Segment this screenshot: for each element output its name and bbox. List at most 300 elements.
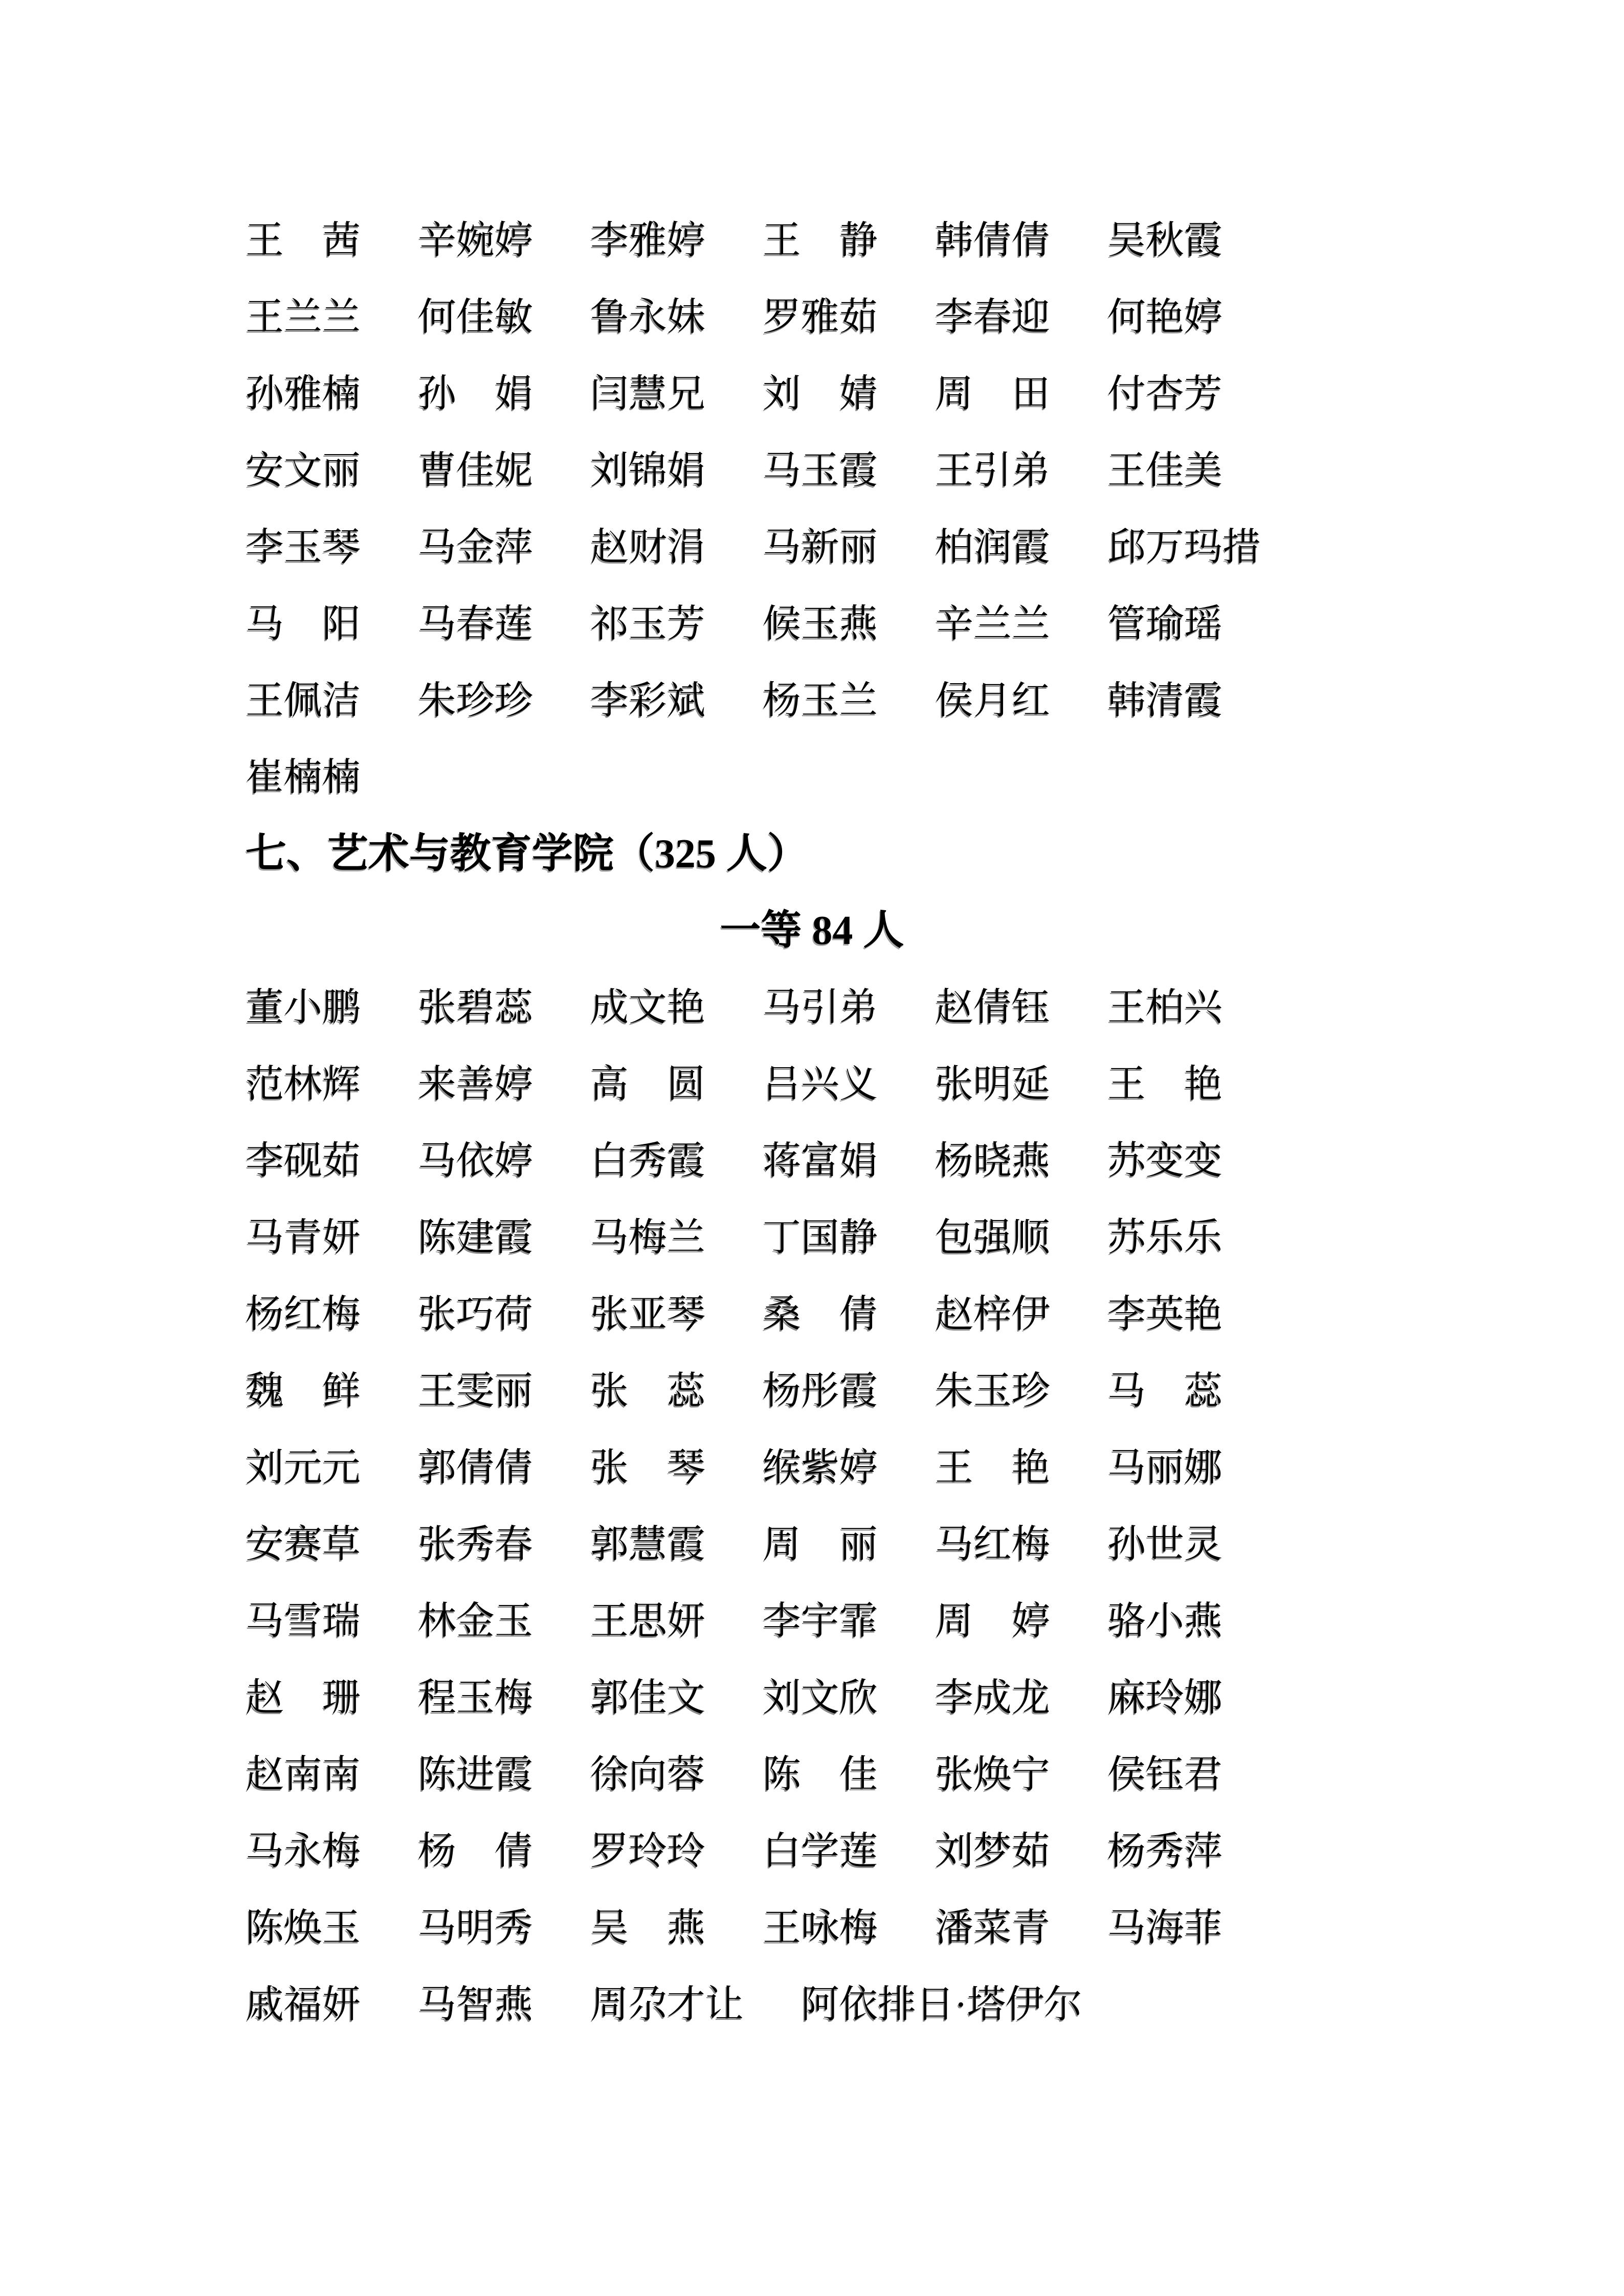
student-name xyxy=(590,449,706,492)
student-name xyxy=(763,602,878,645)
student-name xyxy=(246,296,361,339)
name-character: 玲 xyxy=(667,1830,706,1873)
student-name xyxy=(246,679,361,722)
name-character: 新 xyxy=(801,526,840,569)
name-character: 李 xyxy=(935,296,974,339)
name-character: 紫 xyxy=(801,1446,840,1489)
name-character: 莲 xyxy=(495,602,533,645)
name-character: 辛 xyxy=(935,602,974,645)
name-character: 佳 xyxy=(456,449,495,492)
name-character: 杨 xyxy=(418,1830,457,1873)
name-character: 红 xyxy=(973,1523,1012,1566)
name-character: 侯 xyxy=(1107,1753,1146,1796)
student-name xyxy=(246,449,361,492)
name-character: 学 xyxy=(801,1830,840,1873)
name-character: 韩 xyxy=(935,219,974,262)
name-character: 佩 xyxy=(284,679,323,722)
student-name xyxy=(935,296,1051,339)
student-name xyxy=(246,1676,361,1719)
name-character: 秀 xyxy=(495,1906,533,1949)
name-character: 楠 xyxy=(322,372,361,415)
name-character: 陈 xyxy=(246,1906,284,1949)
name-character: 玉 xyxy=(801,679,840,722)
name-character: 倩 xyxy=(495,1446,533,1489)
name-character: 赵 xyxy=(935,986,974,1029)
name-character: 柏 xyxy=(935,526,974,569)
name-character: 清 xyxy=(1146,679,1185,722)
name-character: 马 xyxy=(935,1523,974,1566)
name-character: 妍 xyxy=(667,1600,706,1642)
name-character: 燕 xyxy=(1184,1600,1223,1642)
name-character: 瑜 xyxy=(1146,602,1185,645)
name-character: 马 xyxy=(1107,1369,1146,1412)
name-character: 斌 xyxy=(667,679,706,722)
name-character: 李 xyxy=(246,1139,284,1182)
student-name xyxy=(246,1983,361,2026)
student-name xyxy=(763,988,878,1027)
name-character: 珍 xyxy=(495,679,533,722)
name-character: 付 xyxy=(1107,372,1146,415)
student-name xyxy=(1107,1446,1223,1489)
name-character: 青 xyxy=(1012,1906,1051,1949)
name-character: 梅 xyxy=(629,1216,668,1259)
name-character: 何 xyxy=(1107,296,1146,339)
name-character: 茹 xyxy=(322,1139,361,1182)
student-name xyxy=(246,1139,361,1182)
name-character: 元 xyxy=(284,1446,323,1489)
name-character: 张 xyxy=(418,1293,457,1336)
name-character: 鹏 xyxy=(322,986,361,1029)
student-name xyxy=(1107,449,1223,492)
name-character: 李 xyxy=(590,219,629,262)
name-character: 潘 xyxy=(935,1906,974,1949)
name-character: 张 xyxy=(418,986,457,1029)
name-character: 强 xyxy=(973,1216,1012,1259)
name-character: 美 xyxy=(1184,449,1223,492)
name-character: 倩 xyxy=(494,1830,533,1873)
student-name xyxy=(935,1216,1051,1259)
student-name xyxy=(1107,1676,1223,1719)
name-character: 福 xyxy=(284,1983,323,2026)
student-name xyxy=(590,1065,705,1104)
name-character: 珍 xyxy=(456,679,495,722)
name-character: 霏 xyxy=(839,1600,878,1642)
name-character: 刘 xyxy=(246,1446,284,1489)
name-character: 乐 xyxy=(1184,1216,1223,1259)
name-character: 秋 xyxy=(1146,219,1185,262)
name-character: 玉 xyxy=(322,1906,361,1949)
student-name xyxy=(418,1446,533,1489)
name-character: 马 xyxy=(418,602,457,645)
name-row xyxy=(246,279,1378,355)
name-character: 玉 xyxy=(495,1600,533,1642)
name-row xyxy=(246,1046,1378,1122)
student-name xyxy=(763,1139,878,1182)
name-row xyxy=(246,662,1378,739)
name-character: 丽 xyxy=(495,1369,533,1412)
name-character: 鲁 xyxy=(590,296,629,339)
student-name xyxy=(418,602,533,645)
student-name xyxy=(1107,1832,1222,1871)
name-character: 赵 xyxy=(246,1676,284,1719)
student-name xyxy=(590,988,705,1027)
name-character: 海 xyxy=(1146,1906,1185,1949)
name-character: 明 xyxy=(456,1906,495,1949)
name-character: 敏 xyxy=(495,296,533,339)
student-name xyxy=(935,1602,1050,1640)
name-character: 田 xyxy=(1011,372,1050,415)
student-name xyxy=(1107,1216,1223,1259)
name-character: 琴 xyxy=(666,1446,705,1489)
name-character: 候 xyxy=(763,602,802,645)
name-character: 马 xyxy=(763,526,802,569)
student-name xyxy=(935,679,1051,722)
name-character: 李 xyxy=(1107,1293,1146,1336)
name-character: 亚 xyxy=(629,1293,668,1336)
name-character: 丽 xyxy=(322,449,361,492)
student-name xyxy=(418,988,533,1027)
student-name: 周尕才让 xyxy=(590,1983,744,2026)
name-character: 林 xyxy=(284,1063,323,1106)
name-character: 刘 xyxy=(763,1676,802,1719)
student-name xyxy=(246,1216,361,1259)
name-character: 英 xyxy=(1146,1293,1185,1336)
document-content xyxy=(246,202,1378,2043)
name-character: 君 xyxy=(1184,1753,1223,1796)
name-character: 慧 xyxy=(629,372,668,415)
name-character: 朱 xyxy=(935,1369,974,1412)
name-character: 玉 xyxy=(973,1369,1012,1412)
name-character: 金 xyxy=(456,526,495,569)
student-name xyxy=(935,602,1051,645)
name-character: 赵 xyxy=(935,1293,974,1336)
name-character: 瑞 xyxy=(322,1600,361,1642)
student-name xyxy=(590,1295,705,1334)
name-character: 刘 xyxy=(763,372,802,415)
name-character: 菜 xyxy=(973,1906,1012,1949)
student-name xyxy=(1107,1525,1222,1564)
student-name xyxy=(935,988,1050,1027)
name-character: 孙 xyxy=(1107,1523,1146,1566)
name-character: 宇 xyxy=(801,1600,840,1642)
name-character: 茹 xyxy=(839,296,878,339)
name-character: 张 xyxy=(935,1753,974,1796)
name-character: 孙 xyxy=(246,372,284,415)
student-name xyxy=(590,1446,705,1489)
name-character: 兰 xyxy=(1012,602,1051,645)
name-row xyxy=(246,1966,1378,2043)
name-character: 佳 xyxy=(629,1676,668,1719)
name-character: 文 xyxy=(667,1676,706,1719)
student-name xyxy=(246,758,361,797)
name-character: 佳 xyxy=(839,1753,878,1796)
name-row xyxy=(246,432,1378,509)
student-name xyxy=(1107,1755,1222,1794)
name-character: 王 xyxy=(1107,986,1146,1029)
student-name xyxy=(590,1906,705,1949)
name-character: 楠 xyxy=(322,756,361,799)
name-row xyxy=(246,355,1378,432)
name-character: 杨 xyxy=(935,1139,974,1182)
name-row xyxy=(246,1659,1378,1736)
name-character: 兄 xyxy=(667,372,706,415)
student-name xyxy=(246,1755,361,1794)
name-character: 艳 xyxy=(1184,1063,1222,1106)
name-character: 兰 xyxy=(839,679,878,722)
name-character: 雪 xyxy=(284,1600,323,1642)
name-character: 妍 xyxy=(322,1216,361,1259)
student-name xyxy=(590,1755,705,1794)
name-character: 涓 xyxy=(667,526,706,569)
name-row xyxy=(246,202,1378,279)
student-name xyxy=(1107,221,1222,260)
name-character: 陈 xyxy=(418,1216,457,1259)
name-character: 善 xyxy=(456,1063,495,1106)
name-character: 兴 xyxy=(1184,986,1223,1029)
name-character: 欣 xyxy=(839,1676,878,1719)
student-name xyxy=(935,449,1051,492)
student-name xyxy=(935,1906,1051,1949)
name-character: 乐 xyxy=(1146,1216,1185,1259)
name-character: 弟 xyxy=(839,986,878,1029)
name-character: 兴 xyxy=(801,1063,840,1106)
student-name xyxy=(246,1065,361,1104)
name-character: 张 xyxy=(590,1369,629,1412)
name-character: 杨 xyxy=(763,679,802,722)
student-name xyxy=(590,1369,705,1412)
name-character: 兰 xyxy=(667,1216,706,1259)
name-character: 王 xyxy=(246,296,284,339)
grade-subheading: 一等 84 人 xyxy=(720,908,904,953)
name-row xyxy=(246,1506,1378,1583)
student-name xyxy=(763,221,878,260)
student-name xyxy=(763,372,878,415)
name-character: 柏 xyxy=(1146,986,1185,1029)
name-character: 艳 xyxy=(1146,296,1185,339)
name-character: 顺 xyxy=(1012,1216,1051,1259)
student-name xyxy=(1107,1602,1222,1640)
name-character: 钰 xyxy=(1012,986,1051,1029)
student-name xyxy=(246,1446,361,1489)
name-character: 马 xyxy=(418,1906,457,1949)
name-character: 马 xyxy=(763,449,802,492)
name-character: 南 xyxy=(322,1753,361,1796)
student-name xyxy=(590,1832,705,1871)
name-character: 迎 xyxy=(1012,296,1051,339)
student-name xyxy=(935,1525,1050,1564)
name-character: 崔 xyxy=(246,756,284,799)
name-character: 引 xyxy=(973,449,1012,492)
name-character: 弟 xyxy=(1012,449,1051,492)
name-character: 春 xyxy=(456,602,495,645)
name-character: 妹 xyxy=(667,296,706,339)
name-character: 苏 xyxy=(1107,1216,1146,1259)
name-character: 罗 xyxy=(763,296,802,339)
student-name xyxy=(418,1295,533,1334)
name-character: 婷 xyxy=(667,219,706,262)
name-character: 燕 xyxy=(666,1906,705,1949)
name-character: 何 xyxy=(418,296,457,339)
name-character: 变 xyxy=(1184,1139,1223,1182)
name-character: 雯 xyxy=(456,1369,495,1412)
name-character: 文 xyxy=(801,1676,840,1719)
name-character: 楠 xyxy=(284,756,323,799)
name-character: 郭 xyxy=(590,1676,629,1719)
name-character: 杨 xyxy=(1107,1830,1146,1873)
student-name xyxy=(935,1065,1050,1104)
name-character: 包 xyxy=(935,1216,974,1259)
name-character: 玉 xyxy=(456,1676,495,1719)
student-name xyxy=(935,1832,1050,1871)
name-character: 倩 xyxy=(973,986,1012,1029)
student-name xyxy=(763,296,878,339)
name-character: 安 xyxy=(246,1523,284,1566)
name-row xyxy=(246,1429,1378,1506)
name-character: 辛 xyxy=(418,219,457,262)
student-name xyxy=(418,221,533,260)
name-character: 刘 xyxy=(935,1830,974,1873)
student-name xyxy=(1107,1906,1223,1949)
name-character: 洁 xyxy=(322,679,361,722)
name-row xyxy=(246,586,1378,662)
name-character: 吴 xyxy=(590,1906,629,1949)
name-character: 范 xyxy=(246,1063,284,1106)
student-name xyxy=(590,372,706,415)
student-name: 邱万玛措 xyxy=(1107,526,1261,569)
name-row xyxy=(246,1122,1378,1199)
student-name xyxy=(418,679,533,722)
name-character: 戚 xyxy=(246,1983,284,2026)
name-character: 赛 xyxy=(284,1523,323,1566)
name-character: 闫 xyxy=(590,372,629,415)
name-character: 霞 xyxy=(667,1523,706,1566)
student-name: 阿依排日·塔伊尔 xyxy=(801,1983,1082,2026)
name-character: 莲 xyxy=(839,1830,878,1873)
student-name xyxy=(1107,1139,1223,1182)
name-character: 娜 xyxy=(1184,1446,1223,1489)
name-character: 砚 xyxy=(284,1139,323,1182)
name-character: 小 xyxy=(284,986,323,1029)
name-character: 马 xyxy=(1107,1446,1146,1489)
name-character: 茹 xyxy=(1012,1830,1051,1873)
name-row xyxy=(246,1736,1378,1813)
student-name xyxy=(418,1755,533,1794)
student-name xyxy=(763,1446,878,1489)
name-character: 王 xyxy=(763,219,802,262)
name-character: 张 xyxy=(418,1523,457,1566)
name-character: 缑 xyxy=(763,1446,802,1489)
student-name xyxy=(935,1676,1051,1719)
name-character: 静 xyxy=(839,1216,878,1259)
name-character: 丁 xyxy=(763,1216,802,1259)
name-character: 马 xyxy=(246,602,284,645)
name-character: 明 xyxy=(973,1063,1012,1106)
student-name xyxy=(590,1676,706,1719)
name-character: 婧 xyxy=(839,372,878,415)
name-character: 钰 xyxy=(1146,1753,1185,1796)
student-name xyxy=(590,1139,706,1182)
student-name xyxy=(418,1216,533,1259)
name-character: 进 xyxy=(456,1753,495,1796)
student-name xyxy=(935,1755,1050,1794)
name-row xyxy=(246,1813,1378,1889)
name-character: 向 xyxy=(629,1753,668,1796)
name-character: 李 xyxy=(935,1676,974,1719)
name-character: 月 xyxy=(973,679,1012,722)
student-name xyxy=(1107,372,1223,415)
name-character: 琴 xyxy=(667,1293,706,1336)
name-character: 思 xyxy=(629,1600,668,1642)
name-character: 永 xyxy=(284,1830,323,1873)
name-character: 蕊 xyxy=(666,1369,705,1412)
student-name xyxy=(935,1139,1051,1182)
name-character: 荷 xyxy=(495,1293,533,1336)
student-name xyxy=(590,1602,705,1640)
name-character: 世 xyxy=(1146,1523,1185,1566)
name-character: 王 xyxy=(246,679,284,722)
name-character: 文 xyxy=(629,986,668,1029)
student-name xyxy=(590,1216,706,1259)
name-character: 建 xyxy=(456,1216,495,1259)
honor-list-continued xyxy=(246,202,1378,816)
name-character: 魏 xyxy=(246,1369,284,1412)
name-character: 艳 xyxy=(667,986,706,1029)
name-character: 秀 xyxy=(629,1139,668,1182)
name-character: 安 xyxy=(246,449,284,492)
name-character: 财 xyxy=(629,526,668,569)
name-character: 鲜 xyxy=(322,1369,361,1412)
name-character: 周 xyxy=(935,372,974,415)
name-character: 引 xyxy=(801,986,840,1029)
name-character: 王 xyxy=(935,1446,974,1489)
student-name xyxy=(418,528,533,567)
name-row xyxy=(246,1583,1378,1659)
name-character: 王 xyxy=(1107,449,1146,492)
name-character: 焕 xyxy=(284,1906,323,1949)
name-character: 婷 xyxy=(1011,1600,1050,1642)
student-name xyxy=(763,1295,878,1334)
name-character: 梅 xyxy=(839,1906,878,1949)
name-character: 娟 xyxy=(839,1139,878,1182)
student-name xyxy=(418,1525,533,1564)
name-character: 慧 xyxy=(629,1523,668,1566)
student-name xyxy=(246,221,361,260)
name-character: 李 xyxy=(590,679,629,722)
student-name xyxy=(1107,1369,1222,1412)
student-name xyxy=(590,296,706,339)
name-character: 娟 xyxy=(667,449,706,492)
name-character: 李 xyxy=(763,1600,802,1642)
student-name xyxy=(246,1906,361,1949)
student-name xyxy=(418,1369,533,1412)
name-character: 龙 xyxy=(1012,1676,1051,1719)
name-character: 宁 xyxy=(1012,1753,1051,1796)
name-character: 周 xyxy=(935,1600,974,1642)
student-name xyxy=(763,1216,878,1259)
name-character: 晓 xyxy=(973,1139,1012,1182)
name-character: 周 xyxy=(763,1523,802,1566)
name-character: 玉 xyxy=(284,526,323,569)
name-character: 锦 xyxy=(629,449,668,492)
name-row xyxy=(246,969,1378,1046)
name-character: 圆 xyxy=(666,1063,705,1106)
name-character: 婷 xyxy=(1184,296,1223,339)
student-name xyxy=(763,679,878,722)
name-character: 吕 xyxy=(763,1063,802,1106)
name-character: 变 xyxy=(1146,1139,1185,1182)
student-name xyxy=(418,1906,533,1949)
name-character: 高 xyxy=(590,1063,629,1106)
